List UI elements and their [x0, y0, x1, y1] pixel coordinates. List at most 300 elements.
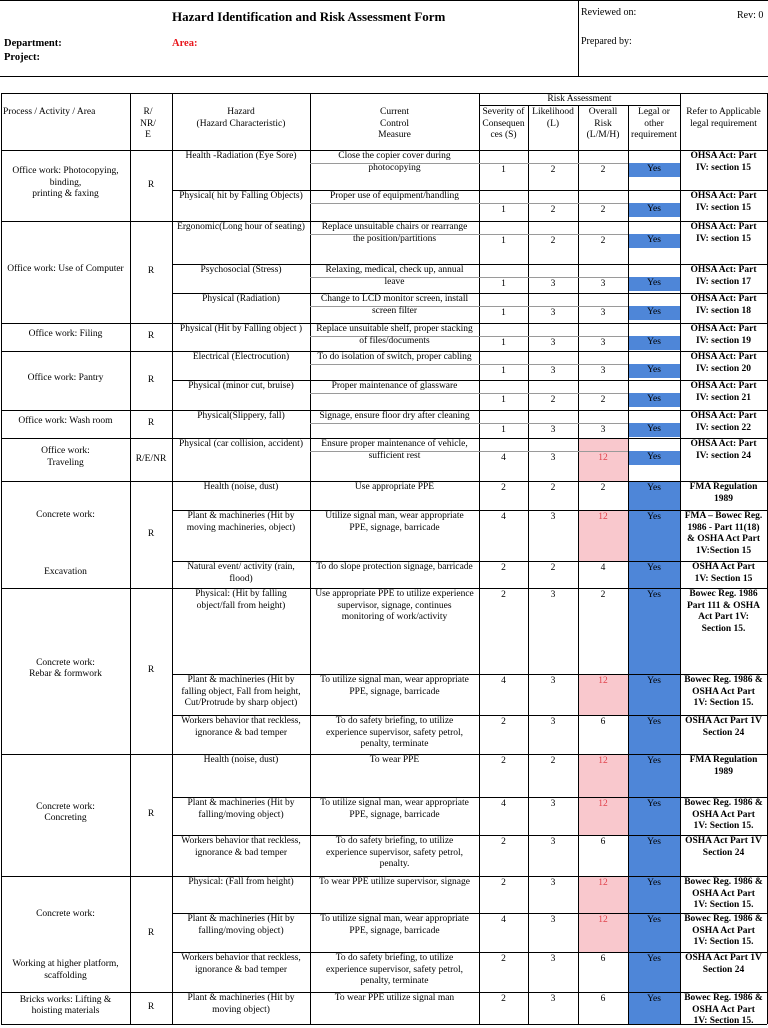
process-cell-sub-line: scaffolding [44, 970, 87, 981]
control-cell-line: To do safety briefing, to utilize [335, 953, 454, 963]
severity-cell-line: 1 [501, 165, 506, 175]
hazard-cell-line: Psychosocial (Stress) [200, 265, 282, 275]
rnr-cell [130, 529, 172, 541]
likelihood-cell-line: 3 [550, 954, 556, 964]
severity-cell [479, 954, 528, 966]
col-header-legal-line: Legal or [638, 107, 670, 117]
refer-cell-line: 1989 [714, 766, 733, 777]
severity-cell [479, 915, 528, 927]
severity-cell [479, 279, 528, 291]
hazard-cell [173, 482, 309, 494]
process-cell [2, 373, 129, 385]
legal-yes-label-line: Yes [647, 394, 661, 404]
control-cell [311, 836, 478, 871]
likelihood-cell-line: 3 [550, 453, 556, 463]
control-cell [311, 877, 478, 889]
likelihood-cell-line: 3 [550, 425, 556, 435]
rnr-cell [130, 928, 172, 940]
control-cell [311, 589, 478, 624]
col-header-refer-line: Refer to Applicable [686, 107, 761, 117]
col-header-rnr-line: R/ [143, 107, 153, 117]
severity-cell [479, 366, 528, 378]
legal-yes-label-line: Yes [647, 307, 661, 317]
col-header-severity-line: Severity of [482, 107, 525, 117]
refer-cell-line: OHSA Act: Part [690, 324, 757, 334]
rnr-cell [130, 454, 172, 466]
legal-yes-label [628, 365, 680, 377]
hazard-cell [173, 953, 309, 976]
control-cell-line: To utilize signal man, wear appropriate [320, 798, 469, 808]
group-line [1, 438, 172, 439]
group-line [1, 351, 172, 352]
hazard-cell-line: Plant & machineries (Hit by [187, 914, 295, 924]
hazard-cell [173, 836, 309, 859]
refer-cell-line: IV: section 22 [695, 422, 752, 433]
severity-cell [479, 676, 528, 688]
rnr-cell [130, 418, 172, 430]
refer-cell-line: IV: section 21 [695, 392, 752, 403]
severity-cell-line: 1 [501, 279, 506, 289]
overall-risk-cell-line: 12 [598, 799, 608, 809]
legal-yes-label-line: Yes [647, 676, 661, 686]
col-header-risk-assessment-line: Risk Assessment [547, 94, 612, 104]
refer-cell [682, 439, 765, 462]
overall-risk-cell [578, 395, 628, 407]
control-cell [311, 755, 478, 767]
legal-yes-label [628, 424, 680, 436]
col-header-control [310, 107, 479, 142]
group-line [1, 876, 172, 877]
control-cell-line: To do safety briefing, to utilize [335, 836, 454, 846]
refer-cell-line: IV: section 15 [695, 233, 752, 244]
row-subline [310, 203, 628, 204]
rnr-cell-line: R [147, 374, 155, 385]
control-cell-line: experience supervisor, safety petrol, [325, 964, 464, 975]
control-cell [311, 914, 478, 937]
refer-cell-line: 1V: Section 15. [693, 698, 754, 708]
hazard-cell-line: Physical (minor cut, bruise) [188, 381, 294, 391]
overall-risk-cell [578, 676, 628, 688]
rnr-cell [130, 665, 172, 677]
likelihood-cell [528, 676, 578, 688]
hazard-cell [173, 265, 309, 277]
process-cell-line: Concrete work: [36, 509, 95, 520]
refer-cell-line: OHSA Act: Part [690, 439, 757, 449]
rnr-cell [130, 266, 172, 278]
overall-risk-cell [578, 165, 628, 177]
severity-cell-line: 1 [501, 425, 506, 435]
refer-cell [682, 191, 765, 214]
refer-cell-line: Bowec Reg. 1986 & [684, 798, 763, 808]
severity-cell-line: 1 [501, 366, 506, 376]
hazard-cell [173, 914, 309, 937]
process-cell [2, 510, 129, 522]
likelihood-cell [528, 590, 578, 602]
process-cell-line: Office work: Wash room [18, 416, 113, 427]
hazard-cell [173, 222, 309, 234]
refer-cell [682, 836, 765, 859]
control-cell-line: Proper maintenance of glassware [331, 381, 458, 391]
control-cell-line: supervisor, signage, continues [337, 600, 452, 611]
hazard-cell-line: ignorance & bad temper [194, 847, 288, 858]
legal-yes-label [628, 394, 680, 406]
overall-risk-cell [578, 483, 628, 495]
process-cell [2, 166, 129, 201]
control-cell [311, 191, 478, 203]
col-header-overall-risk-line: Risk [594, 118, 612, 129]
process-cell-line: Office work: Photocopying, [12, 166, 119, 177]
refer-cell-line: OSHA Act Part 1V [685, 716, 762, 726]
severity-cell-line: 1 [501, 395, 506, 405]
control-cell-line: of files/documents [359, 335, 430, 346]
col-header-severity-line: ces (S) [490, 130, 517, 140]
severity-cell-line: 2 [501, 954, 506, 964]
likelihood-cell [528, 837, 578, 849]
legal-yes-label [628, 837, 680, 849]
overall-risk-cell-line: 2 [600, 483, 606, 493]
likelihood-cell [528, 338, 578, 350]
legal-yes-label [628, 307, 680, 319]
hazard-cell-line: Physical (Radiation) [202, 294, 280, 304]
process-cell-sub-line: Excavation [44, 566, 87, 577]
likelihood-cell [528, 994, 578, 1006]
overall-risk-cell [578, 453, 628, 465]
legal-yes-label-line: Yes [647, 756, 661, 766]
process-cell [2, 264, 129, 276]
likelihood-cell-line: 3 [550, 590, 556, 600]
row-subline [310, 423, 628, 424]
hazard-cell [173, 562, 309, 585]
likelihood-cell-line: 2 [550, 236, 556, 246]
legal-yes-label-line: Yes [647, 799, 661, 809]
project-label: Project: [4, 52, 40, 63]
overall-risk-cell-line: 3 [600, 425, 606, 435]
col-header-control-line: Control [379, 118, 410, 129]
refer-cell-line: OSHA Act Part [692, 562, 755, 572]
hazard-cell-line: ignorance & bad temper [194, 964, 288, 975]
col-header-overall-risk-line: (L/M/H) [586, 130, 620, 140]
overall-risk-cell-line: 2 [600, 395, 606, 405]
control-cell [311, 511, 478, 534]
control-cell-line: Close the copier cover during [338, 151, 451, 161]
severity-cell-line: 2 [501, 756, 506, 766]
control-cell [311, 411, 478, 423]
overall-risk-cell-line: 12 [598, 756, 608, 766]
rnr-cell-line: R [147, 665, 155, 675]
col-header-control-line: Current [379, 107, 410, 117]
hazard-cell [173, 877, 309, 889]
legal-yes-label-line: Yes [647, 452, 661, 462]
col-header-overall-risk-line: Overall [588, 107, 618, 117]
refer-cell [682, 589, 765, 635]
process-cell-line: Office work: [41, 446, 90, 456]
overall-risk-cell [578, 366, 628, 378]
control-cell-line: the position/partitions [352, 233, 437, 244]
severity-cell [479, 512, 528, 524]
process-cell-line: Office work: Filing [28, 329, 103, 340]
refer-cell [682, 562, 765, 585]
likelihood-cell-line: 3 [550, 915, 556, 925]
hazard-cell [173, 411, 309, 423]
process-cell-sub-line: Working at higher platform, [12, 959, 119, 969]
likelihood-cell [528, 512, 578, 524]
col-header-rnr-line: E [145, 130, 151, 140]
control-cell-line: experience supervisor, safety petrol, [325, 847, 464, 858]
refer-cell-line: IV: section 15 [695, 162, 752, 173]
rnr-cell-line: R [147, 1002, 155, 1012]
refer-cell-line: 1V: Section 15. [693, 900, 754, 910]
hazard-cell-line: Plant & machineries (Hit by [187, 993, 295, 1003]
refer-cell-line: OSHA Act Part 1V [685, 836, 762, 846]
process-cell-line: Concreting [44, 813, 87, 823]
likelihood-cell-line: 3 [550, 366, 556, 376]
likelihood-cell [528, 395, 578, 407]
group-line [1, 481, 172, 482]
col-header-legal-line: requirement [631, 130, 677, 140]
severity-cell-line: 4 [501, 799, 506, 809]
likelihood-cell [528, 308, 578, 320]
col-header-control-line: Measure [378, 130, 411, 140]
overall-risk-cell-line: 2 [600, 205, 606, 215]
rnr-cell-line: R [147, 266, 155, 276]
likelihood-cell [528, 717, 578, 729]
control-cell [311, 482, 478, 494]
severity-cell [479, 994, 528, 1006]
legal-yes-label-line: Yes [647, 337, 661, 347]
legal-yes-label [628, 235, 680, 247]
refer-cell-line: OHSA Act: Part [690, 151, 757, 161]
likelihood-cell-line: 3 [550, 279, 556, 289]
refer-cell [682, 265, 765, 288]
refer-cell-line: OSHA Act Part [692, 1004, 755, 1015]
overall-risk-cell-line: 3 [600, 279, 606, 289]
col-header-legal-line: other [644, 118, 664, 129]
col-header-likelihood-line: Likelihood [532, 107, 574, 117]
refer-cell-line: Bowec Reg. 1986 & [684, 877, 763, 887]
control-cell-line: To utilize signal man, wear appropriate [320, 675, 469, 685]
refer-cell-line: OHSA Act: Part [690, 294, 757, 304]
overall-risk-cell [578, 756, 628, 768]
severity-cell [479, 236, 528, 248]
col-header-legal [628, 107, 680, 142]
hazard-cell-line: Physical: (Fall from height) [188, 877, 294, 887]
legal-yes-label [628, 483, 680, 495]
row-subline [310, 364, 628, 365]
likelihood-cell-line: 2 [550, 395, 556, 405]
group-line [1, 410, 172, 411]
group-line [1, 588, 172, 589]
refer-cell-line: OSHA Act Part 1V [685, 953, 762, 963]
hazard-cell-line: Plant & machineries (Hit by [187, 675, 295, 685]
hazard-cell-line: moving object) [212, 1004, 270, 1015]
overall-risk-cell [578, 308, 628, 320]
severity-cell-line: 2 [501, 483, 506, 493]
control-cell-line: To wear PPE utilize supervisor, signage [319, 877, 470, 887]
form-title: Hazard Identification and Risk Assessment Form [172, 9, 446, 24]
legal-yes-label-line: Yes [647, 717, 661, 727]
refer-cell-line: FMA Regulation [689, 482, 758, 492]
severity-cell-line: 4 [501, 453, 506, 463]
col-header-process [3, 107, 128, 119]
hazard-cell-line: ignorance & bad temper [194, 727, 288, 738]
hazard-cell-line: Plant & machineries (Hit by [187, 798, 295, 808]
likelihood-cell [528, 279, 578, 291]
process-cell-line: Rebar & formwork [29, 669, 102, 679]
control-cell-line: penalty, terminate [360, 739, 429, 749]
likelihood-cell [528, 425, 578, 437]
row-subline [310, 393, 628, 394]
control-cell-line: Signage, ensure floor dry after cleaning [319, 411, 470, 421]
legal-yes-label-line: Yes [647, 235, 661, 245]
severity-cell [479, 756, 528, 768]
legal-yes-label-line: Yes [647, 563, 661, 573]
col-header-refer [680, 107, 767, 130]
col-header-rnr-line: NR/ [140, 118, 156, 129]
hazard-cell [173, 716, 309, 739]
overall-risk-cell [578, 837, 628, 849]
process-cell [2, 909, 129, 921]
refer-cell-line: OSHA Act Part [692, 686, 755, 697]
severity-cell-line: 2 [501, 994, 506, 1004]
refer-cell-line: Act Part 1V: [698, 612, 749, 622]
overall-risk-cell [578, 512, 628, 524]
overall-risk-cell-line: 2 [600, 165, 606, 175]
control-cell [311, 265, 478, 288]
hazard-cell-line: Physical (car collision, accident) [179, 439, 303, 449]
control-cell-line: experience supervisor, safety petrol, [325, 727, 464, 738]
prepared-by-label: Prepared by: [581, 36, 632, 47]
col-header-rnr [130, 107, 166, 142]
refer-cell [682, 755, 765, 778]
refer-cell-line: Section 24 [702, 727, 745, 738]
refer-cell-line: 1V:Section 15 [695, 545, 752, 556]
legal-yes-label [628, 563, 680, 575]
severity-cell [479, 799, 528, 811]
process-cell-line: Bricks works: Lifting & [19, 994, 112, 1005]
overall-risk-cell-line: 3 [600, 366, 606, 376]
column-line [130, 93, 131, 1024]
severity-cell-line: 4 [501, 915, 506, 925]
legal-yes-label-line: Yes [647, 954, 661, 964]
refer-cell-line: Section 24 [702, 964, 745, 975]
process-cell-line: Traveling [47, 457, 84, 468]
refer-cell-line: 1V: Section 15. [693, 937, 754, 947]
refer-cell-line: Bowec Reg. 1986 & [684, 993, 763, 1003]
control-cell-line: PPE, signage, barricade [349, 686, 440, 697]
overall-risk-cell-line: 12 [598, 676, 608, 686]
overall-risk-cell-line: 12 [598, 878, 608, 888]
severity-cell-line: 2 [501, 563, 506, 573]
refer-cell-line: Section 15. [701, 623, 746, 634]
hazard-cell [173, 675, 309, 710]
col-header-risk-assessment [479, 94, 680, 106]
control-cell-line: sufficient rest [368, 450, 421, 461]
refer-cell-line: OSHA Act Part [692, 925, 755, 936]
control-cell-line: Utilize signal man, wear appropriate [325, 511, 464, 521]
legal-yes-label [628, 204, 680, 216]
overall-risk-cell [578, 563, 628, 575]
rnr-cell-line: R/E/NR [135, 453, 167, 464]
likelihood-cell-line: 2 [550, 483, 556, 493]
severity-cell [479, 205, 528, 217]
overall-risk-cell-line: 3 [600, 338, 606, 348]
refer-cell-line: IV: section 15 [695, 202, 752, 213]
refer-cell [682, 953, 765, 976]
refer-cell [682, 798, 765, 833]
group-line [1, 1024, 172, 1025]
col-header-overall-risk [578, 107, 628, 142]
col-header-severity [479, 107, 528, 142]
hazard-cell [173, 324, 309, 336]
hazard-cell-line: Natural event/ activity (rain, [187, 562, 295, 572]
process-cell [2, 446, 129, 469]
process-cell-sub [2, 959, 129, 982]
refer-cell [682, 914, 765, 949]
likelihood-cell [528, 483, 578, 495]
control-cell [311, 222, 478, 245]
hazard-cell [173, 511, 309, 534]
refer-cell [682, 324, 765, 347]
refer-cell-line: IV: section 18 [695, 305, 752, 316]
group-line [1, 221, 172, 222]
severity-cell-line: 2 [501, 590, 506, 600]
refer-cell-line: OHSA Act: Part [690, 222, 757, 232]
control-cell [311, 381, 478, 393]
control-cell-line: To do slope protection signage, barricade [316, 562, 473, 572]
overall-risk-cell-line: 12 [598, 453, 608, 463]
refer-cell-line: Bowec Reg. 1986 [689, 589, 758, 599]
rnr-cell-line: R [147, 809, 155, 819]
control-cell-line: Use appropriate PPE [354, 482, 435, 492]
overall-risk-cell [578, 994, 628, 1006]
hazard-cell [173, 191, 309, 203]
refer-cell [682, 511, 765, 557]
control-cell-line: To do isolation of switch, proper cabling [317, 352, 472, 362]
hazard-cell-line: Physical(Slippery, fall) [197, 411, 285, 421]
control-cell [311, 993, 478, 1005]
overall-risk-cell-line: 4 [600, 563, 606, 573]
likelihood-cell [528, 453, 578, 465]
likelihood-cell-line: 3 [550, 717, 556, 727]
rnr-cell [130, 331, 172, 343]
control-cell [311, 352, 478, 364]
refer-cell-line: 1V: Section 15. [693, 1016, 754, 1026]
severity-cell [479, 717, 528, 729]
control-cell [311, 953, 478, 988]
hazard-cell [173, 294, 309, 306]
refer-cell-line: IV: section 20 [695, 363, 752, 374]
likelihood-cell-line: 3 [550, 676, 556, 686]
process-cell-line: Concrete work: [36, 657, 95, 668]
refer-cell [682, 352, 765, 375]
severity-cell-line: 1 [501, 205, 506, 215]
control-cell-line: penalty. [379, 859, 410, 869]
likelihood-cell [528, 878, 578, 890]
group-line [1, 323, 172, 324]
rnr-cell-line: R [147, 528, 155, 539]
legal-yes-label [628, 878, 680, 890]
likelihood-cell-line: 3 [550, 799, 556, 809]
overall-risk-cell [578, 915, 628, 927]
likelihood-cell [528, 205, 578, 217]
control-cell-line: monitoring of work/activity [341, 612, 448, 622]
hazard-cell-line: object/fall from height) [196, 600, 286, 611]
control-cell-line: To wear PPE [369, 755, 420, 765]
likelihood-cell-line: 2 [550, 205, 556, 215]
likelihood-cell-line: 3 [550, 878, 556, 888]
legal-yes-label-line: Yes [647, 204, 661, 214]
hazard-cell [173, 151, 309, 163]
